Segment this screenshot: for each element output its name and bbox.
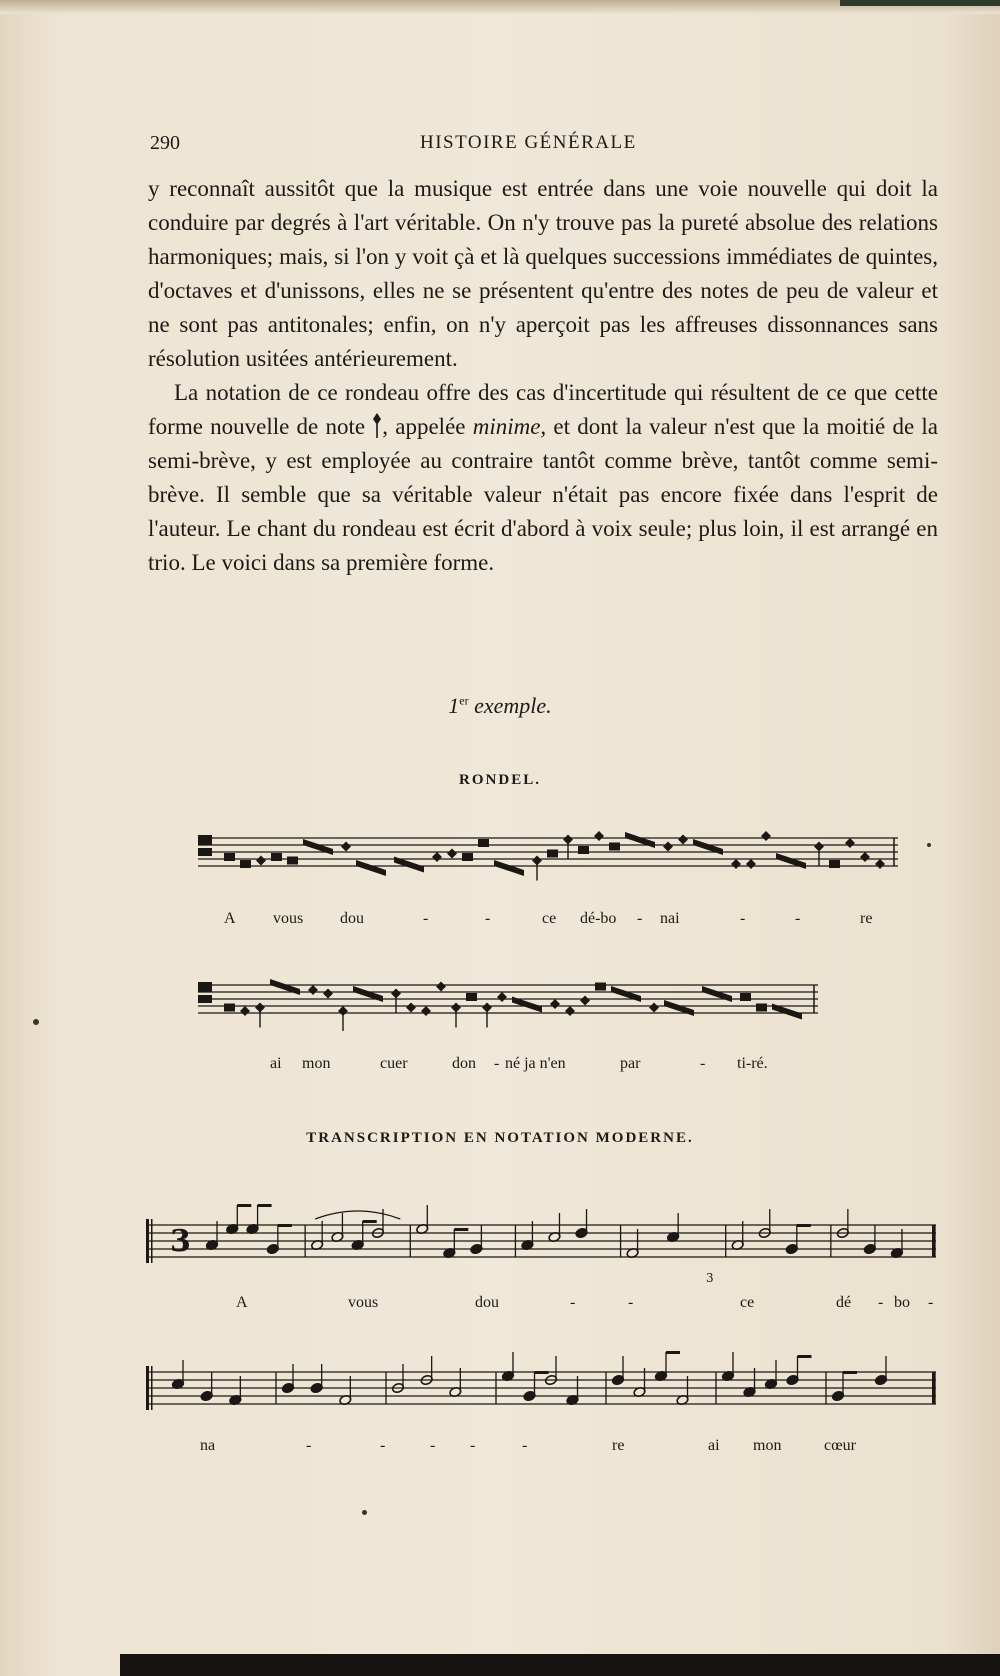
lyric-syllable: ce bbox=[740, 1294, 755, 1311]
time-signature: 3 bbox=[170, 1224, 191, 1259]
paragraph-1: y reconnaît aussitôt que la musique est entrée dans une voie nouvelle qui doit la conduire par degrés à l'art véritable. On n'y trouve pas la pureté absolue des relations harmoniques; mais, si l'on y voit çà et là quelques successions immédiates de quintes, d'octaves et d'unissons, elles ne se présentent qu'entre des notes de peu de valeur et ne sont pas antitonales; enfin, on n'y aperçoit pas les affreuses dissonnances sans résolution usitées antérieurement. bbox=[148, 176, 938, 371]
lyric-syllable: - bbox=[494, 1055, 500, 1072]
lyric-syllable: ti-ré. bbox=[737, 1055, 768, 1072]
mensural-note bbox=[240, 1006, 250, 1016]
mensural-note bbox=[547, 850, 558, 858]
example-superscript: er bbox=[459, 693, 469, 708]
mensural-note bbox=[447, 849, 457, 859]
note-beam bbox=[666, 1351, 680, 1354]
c-clef bbox=[151, 1366, 153, 1410]
binding-strip bbox=[840, 0, 1000, 6]
note-beam bbox=[258, 1204, 272, 1207]
mensural-note bbox=[678, 835, 688, 845]
paragraph-2-end: et dont la valeur n'est que la moitié de la semi-brève, y est employée au contraire tantôt comme brève, tantôt comme semi-brève. Il semble que sa véritable valeur n'était pas encore fixée dans l'esprit de l'auteur. Le chant du rondeau est écrit d'abord à voix seule; plus loin, il est arrangé en trio. Le voici dans sa première forme. bbox=[148, 414, 938, 575]
example-label: exemple. bbox=[474, 693, 552, 718]
mensural-note bbox=[406, 1003, 416, 1013]
lyric-syllable: ai bbox=[270, 1055, 282, 1072]
mensural-note bbox=[595, 983, 606, 991]
tuplet-mark: 3 bbox=[706, 1271, 714, 1285]
lyric-syllable: - bbox=[740, 910, 746, 927]
lyric-syllable: - bbox=[380, 1437, 386, 1454]
lyric-syllable: A bbox=[224, 910, 236, 927]
mensural-clef bbox=[198, 995, 212, 1003]
mensural-note bbox=[240, 860, 251, 868]
running-title: HISTOIRE GÉNÉRALE bbox=[420, 132, 637, 153]
lyric-syllable: - bbox=[700, 1055, 706, 1072]
mensural-note bbox=[308, 985, 318, 995]
mensural-note bbox=[580, 996, 590, 1006]
mensural-note bbox=[756, 1004, 767, 1012]
mensural-note bbox=[609, 843, 620, 851]
c-clef bbox=[146, 1219, 149, 1263]
mensural-note bbox=[731, 859, 741, 869]
lyric-syllable: - bbox=[795, 910, 801, 927]
ligature bbox=[494, 860, 524, 876]
lyric-syllable: par bbox=[620, 1055, 641, 1072]
lyric-syllable: nai bbox=[660, 910, 680, 927]
lyric-syllable: vous bbox=[273, 910, 304, 927]
c-clef bbox=[146, 1366, 149, 1410]
minim-note-icon bbox=[372, 412, 382, 438]
ink-speck bbox=[33, 1019, 39, 1025]
mensural-clef bbox=[198, 835, 212, 845]
page-header bbox=[150, 132, 930, 164]
mensural-note bbox=[578, 846, 589, 854]
note-beam bbox=[535, 1371, 549, 1374]
mensural-note bbox=[224, 1004, 235, 1012]
lyric-syllable: - bbox=[423, 910, 429, 927]
lyric-syllable: - bbox=[637, 910, 643, 927]
mensural-note bbox=[224, 853, 235, 861]
mensural-note bbox=[740, 993, 751, 1001]
mensural-note bbox=[875, 859, 885, 869]
modern-staff-1 bbox=[146, 1195, 936, 1290]
mensural-note bbox=[550, 999, 560, 1009]
mensural-note bbox=[432, 852, 442, 862]
lyric-syllable: - bbox=[485, 910, 491, 927]
paragraph-2-start: La notation de ce rondeau offre des cas d'incertitude qui résultent de ce que cette forme nouvelle de note bbox=[148, 380, 938, 439]
mensural-staff-2 bbox=[198, 975, 818, 1045]
note-beam bbox=[797, 1224, 811, 1227]
note-beam bbox=[454, 1228, 468, 1231]
ink-speck bbox=[362, 1510, 367, 1515]
lyric-syllable: mon bbox=[753, 1437, 782, 1454]
lyric-syllable: dé bbox=[836, 1294, 852, 1311]
lyric-syllable: - bbox=[306, 1437, 312, 1454]
lyric-syllable: na bbox=[200, 1437, 216, 1454]
c-clef bbox=[151, 1219, 153, 1263]
lyric-syllable: né ja n'en bbox=[505, 1055, 566, 1072]
mensural-clef bbox=[198, 848, 212, 856]
mensural-note bbox=[287, 857, 298, 865]
note-beam bbox=[843, 1371, 857, 1374]
mensural-note bbox=[256, 856, 266, 866]
lyric-syllable: dou bbox=[340, 910, 364, 927]
modern-staff-2 bbox=[146, 1342, 936, 1437]
example-number: 1 bbox=[448, 693, 460, 718]
mensural-note bbox=[462, 853, 473, 861]
transcription-title: TRANSCRIPTION EN NOTATION MODERNE. bbox=[306, 1130, 694, 1146]
note-beam bbox=[278, 1224, 292, 1227]
lyric-syllable: cœur bbox=[824, 1437, 856, 1454]
lyric-syllable: ai bbox=[708, 1437, 720, 1454]
mensural-staff-1 bbox=[198, 828, 898, 898]
mensural-clef bbox=[198, 982, 212, 992]
mensural-note bbox=[845, 838, 855, 848]
slur bbox=[315, 1211, 400, 1219]
mensural-note bbox=[466, 993, 477, 1001]
mensural-note bbox=[594, 831, 604, 841]
lyric-syllable: cuer bbox=[380, 1055, 408, 1072]
lyric-syllable: - bbox=[430, 1437, 436, 1454]
mensural-note bbox=[746, 859, 756, 869]
rondel-title: RONDEL. bbox=[459, 772, 541, 788]
mensural-note bbox=[565, 1006, 575, 1016]
lyric-syllable: - bbox=[878, 1294, 884, 1311]
lyric-syllable: - bbox=[628, 1294, 634, 1311]
paragraph-2-minime: minime, bbox=[472, 414, 547, 439]
mensural-note bbox=[436, 982, 446, 992]
lyric-syllable: mon bbox=[302, 1055, 331, 1072]
lyric-syllable: don bbox=[452, 1055, 476, 1072]
lyric-syllable: re bbox=[860, 910, 873, 927]
mensural-note bbox=[860, 852, 870, 862]
lyric-syllable: ce bbox=[542, 910, 557, 927]
note-beam bbox=[237, 1204, 251, 1207]
body-text bbox=[148, 172, 938, 580]
paragraph-2 bbox=[148, 376, 938, 580]
page-bottom-edge bbox=[120, 1654, 1000, 1676]
lyric-syllable: - bbox=[928, 1294, 934, 1311]
lyric-syllable: bo bbox=[894, 1294, 910, 1311]
mensural-note bbox=[323, 989, 333, 999]
mensural-note bbox=[761, 831, 771, 841]
mensural-note bbox=[649, 1003, 659, 1013]
note-beam bbox=[363, 1220, 377, 1223]
ligature bbox=[356, 860, 386, 876]
ink-speck bbox=[927, 843, 931, 847]
paragraph-2-appelee: , appelée bbox=[382, 414, 466, 439]
lyric-syllable: dé-bo bbox=[580, 910, 617, 927]
lyric-syllable: - bbox=[470, 1437, 476, 1454]
lyric-syllable: A bbox=[236, 1294, 248, 1311]
mensural-note bbox=[829, 860, 840, 868]
mensural-note bbox=[341, 842, 351, 852]
lyric-syllable: re bbox=[612, 1437, 625, 1454]
final-bar-line bbox=[932, 1372, 935, 1404]
lyric-syllable: dou bbox=[475, 1294, 499, 1311]
mensural-note bbox=[271, 853, 282, 861]
mensural-note bbox=[478, 839, 489, 847]
page-number: 290 bbox=[150, 132, 180, 154]
final-bar-line bbox=[932, 1225, 935, 1257]
mensural-note bbox=[663, 842, 673, 852]
mensural-note bbox=[421, 1006, 431, 1016]
lyric-syllable: - bbox=[570, 1294, 576, 1311]
lyric-syllable: vous bbox=[348, 1294, 379, 1311]
lyric-syllable: - bbox=[522, 1437, 528, 1454]
example-caption bbox=[0, 693, 1000, 719]
note-beam bbox=[798, 1355, 812, 1358]
mensural-note bbox=[497, 992, 507, 1002]
